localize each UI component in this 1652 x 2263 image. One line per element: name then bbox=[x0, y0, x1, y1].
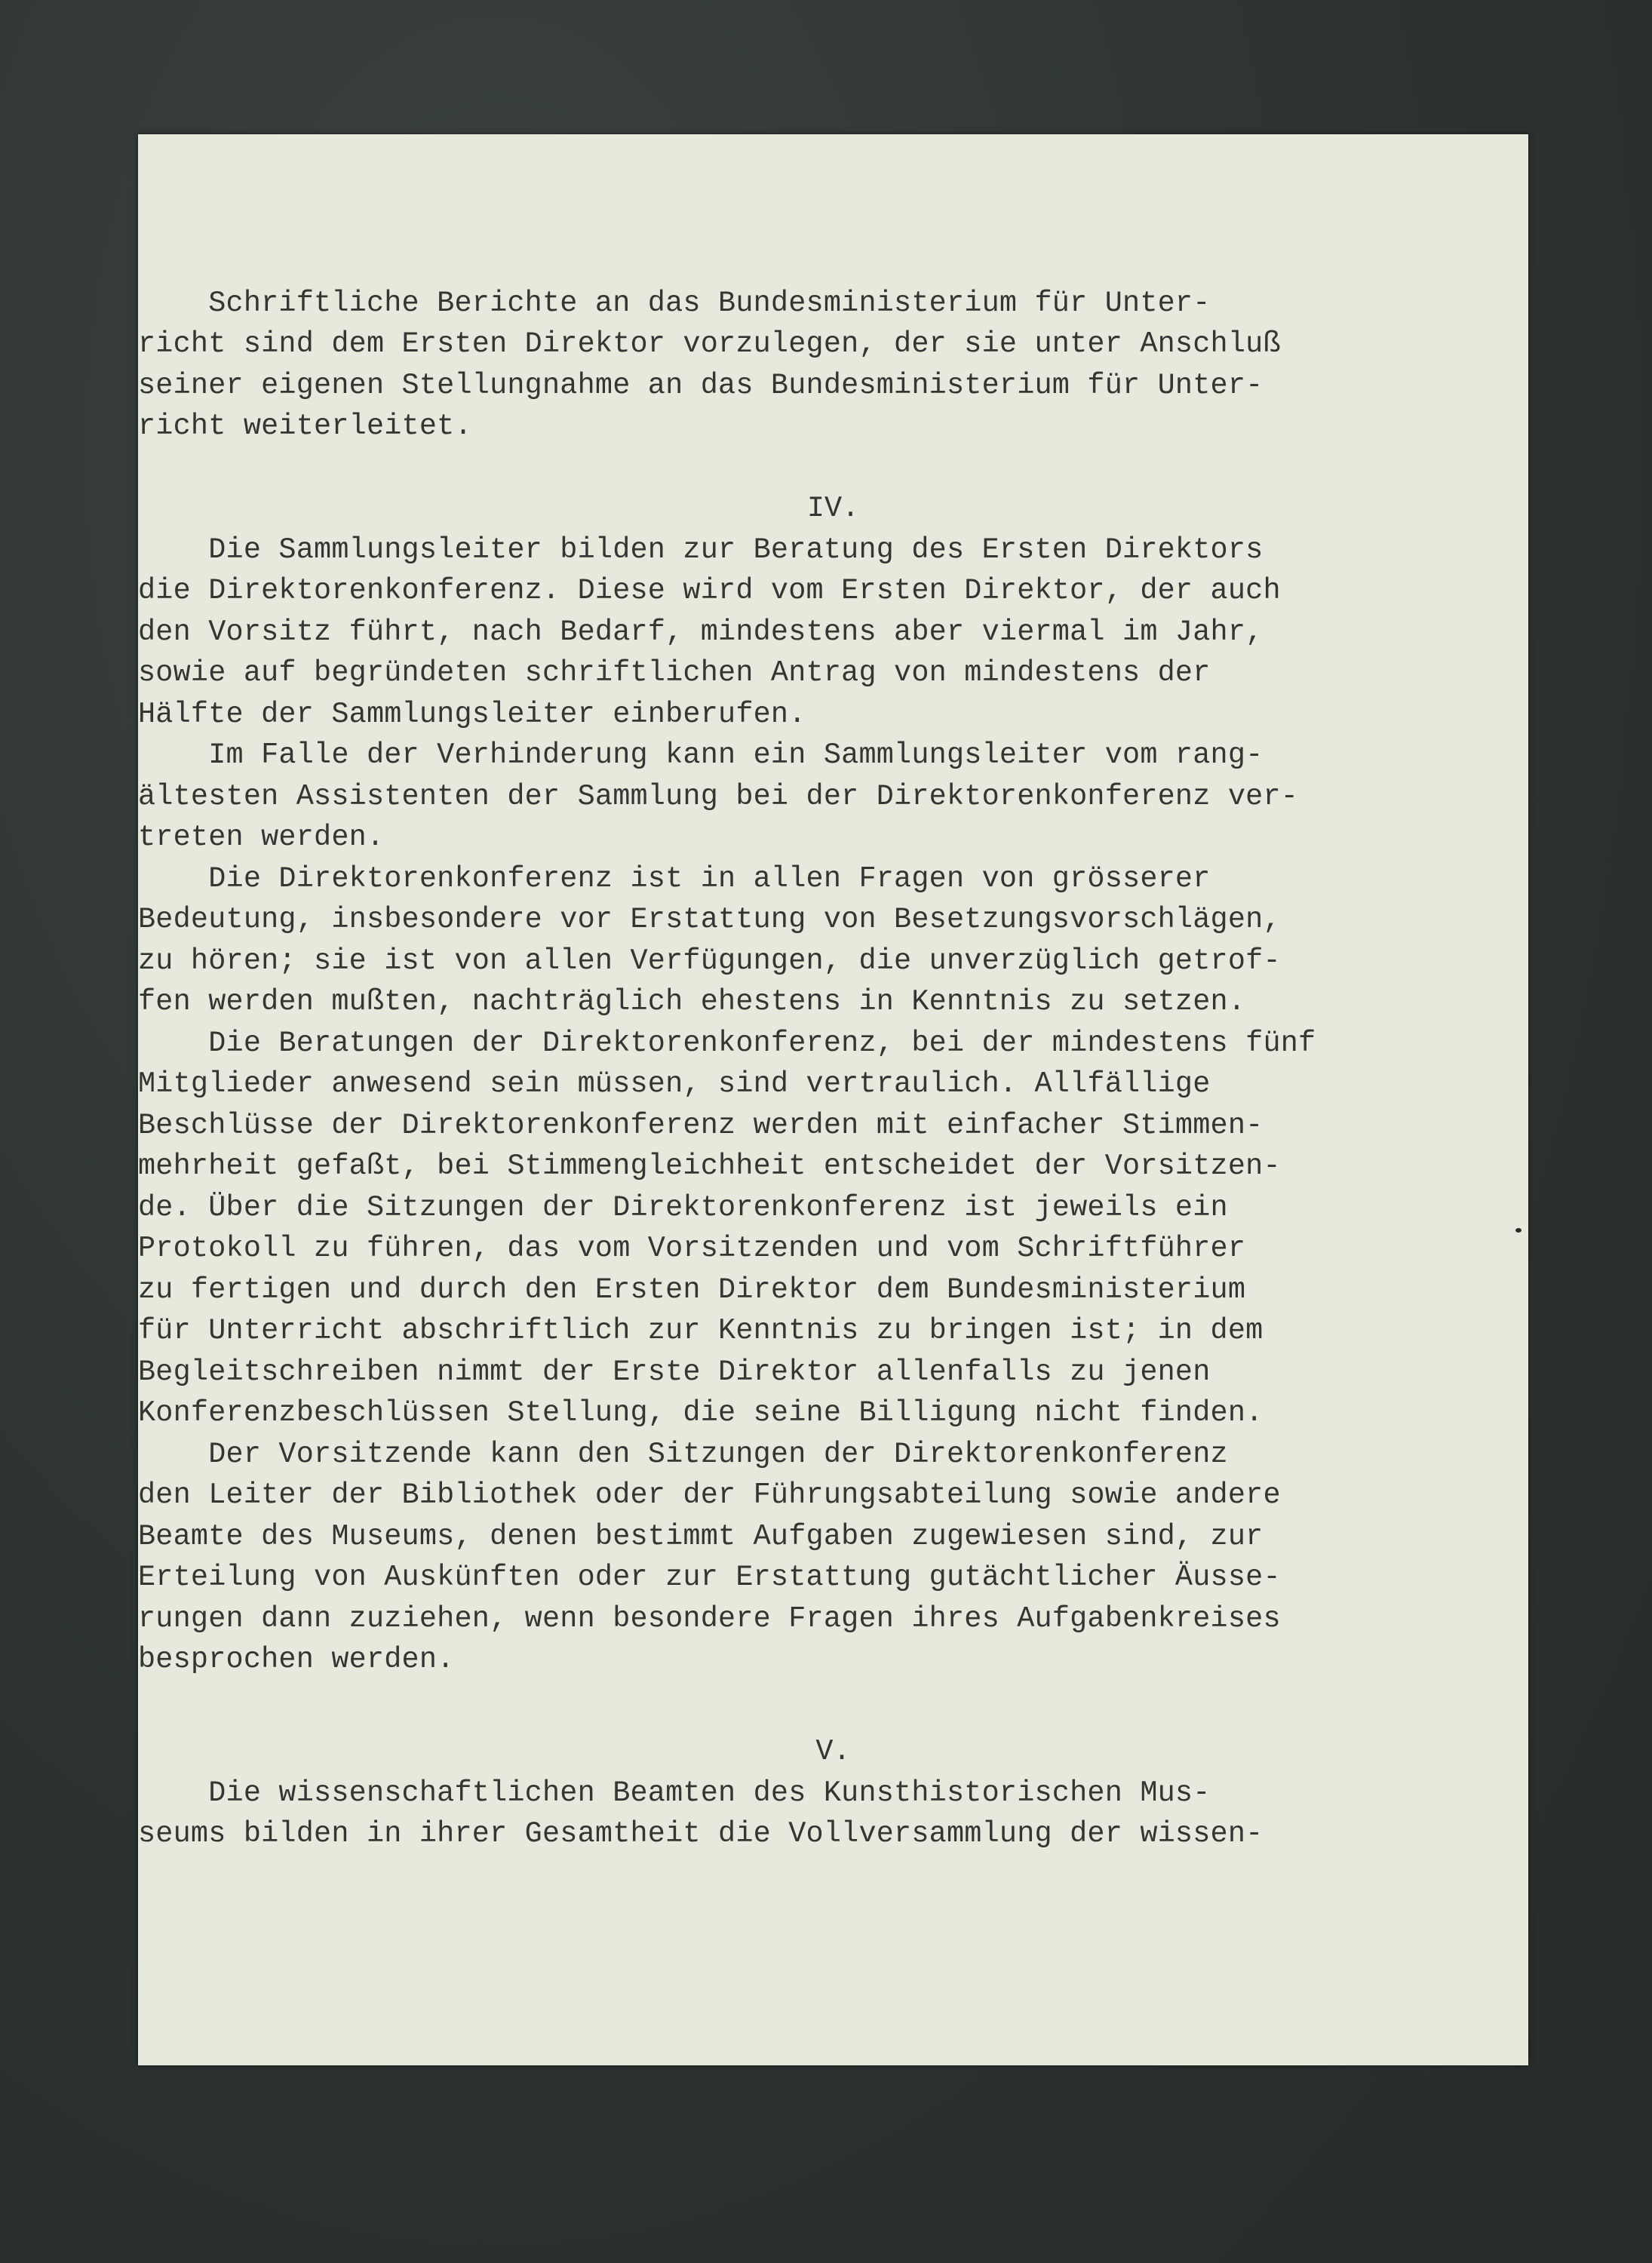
text-line: Mitglieder anwesend sein müssen, sind vertraulich. Allfällige bbox=[138, 1067, 1211, 1101]
text-line: Im Falle der Verhinderung kann ein Sammlungsleiter vom rang- bbox=[138, 738, 1264, 772]
text-line: ältesten Assistenten der Sammlung bei der Direktorenkonferenz ver- bbox=[138, 780, 1299, 813]
text-line: Protokoll zu führen, das vom Vorsitzenden und vom Schriftführer bbox=[138, 1232, 1246, 1265]
text-line: Schriftliche Berichte an das Bundesministerium für Unter- bbox=[138, 287, 1211, 320]
text-line: den Leiter der Bibliothek oder der Führungsabteilung sowie andere bbox=[138, 1478, 1281, 1512]
text-line: treten werden. bbox=[138, 821, 385, 854]
text-line: rungen dann zuziehen, wenn besondere Fragen ihres Aufgabenkreises bbox=[138, 1602, 1281, 1635]
section-heading-iv: IV. bbox=[806, 492, 860, 525]
text-line: sowie auf begründeten schriftlichen Antrag von mindestens der bbox=[138, 656, 1211, 689]
text-line: Die Direktorenkonferenz ist in allen Fragen von grösserer bbox=[138, 862, 1211, 895]
text-line: richt sind dem Ersten Direktor vorzulegen, der sie unter Anschluß bbox=[138, 327, 1281, 361]
text-line: Beschlüsse der Direktorenkonferenz werden mit einfacher Stimmen- bbox=[138, 1109, 1264, 1142]
text-line: Beamte des Museums, denen bestimmt Aufgaben zugewiesen sind, zur bbox=[138, 1520, 1264, 1553]
text-line: de. Über die Sitzungen der Direktorenkonferenz ist jeweils ein bbox=[138, 1191, 1228, 1224]
text-line: seiner eigenen Stellungnahme an das Bundesministerium für Unter- bbox=[138, 369, 1264, 402]
text-line: die Direktorenkonferenz. Diese wird vom Ersten Direktor, der auch bbox=[138, 574, 1281, 607]
text-line: Konferenzbeschlüssen Stellung, die seine Billigung nicht finden. bbox=[138, 1396, 1264, 1429]
text-line: zu fertigen und durch den Ersten Direktor dem Bundesministerium bbox=[138, 1273, 1246, 1307]
text-line: richt weiterleitet. bbox=[138, 410, 472, 443]
text-line: Begleitschreiben nimmt der Erste Direktor allenfalls zu jenen bbox=[138, 1356, 1211, 1389]
text-line: Die Beratungen der Direktorenkonferenz, bei der mindestens fünf bbox=[138, 1027, 1316, 1060]
text-line: mehrheit gefaßt, bei Stimmengleichheit entscheidet der Vorsitzen- bbox=[138, 1150, 1281, 1183]
section-heading-v: V. bbox=[815, 1735, 851, 1768]
document-page bbox=[138, 134, 1528, 2065]
text-line: für Unterricht abschriftlich zur Kenntnis zu bringen ist; in dem bbox=[138, 1314, 1264, 1347]
text-line: Hälfte der Sammlungsleiter einberufen. bbox=[138, 698, 806, 731]
text-line: besprochen werden. bbox=[138, 1643, 455, 1676]
text-line: Die Sammlungsleiter bilden zur Beratung des Ersten Direktors bbox=[138, 533, 1264, 567]
text-line: den Vorsitz führt, nach Bedarf, mindestens aber viermal im Jahr, bbox=[138, 616, 1264, 649]
text-line: seums bilden in ihrer Gesamtheit die Vollversammlung der wissen- bbox=[138, 1817, 1264, 1850]
text-line: Die wissenschaftlichen Beamten des Kunsthistorischen Mus- bbox=[138, 1776, 1211, 1810]
text-line: Erteilung von Auskünften oder zur Erstattung gutächtlicher Äusse- bbox=[138, 1561, 1281, 1594]
text-line: Bedeutung, insbesondere vor Erstattung von Besetzungsvorschlägen, bbox=[138, 903, 1281, 936]
text-line: zu hören; sie ist von allen Verfügungen, die unverzüglich getrof- bbox=[138, 944, 1281, 978]
text-line: Der Vorsitzende kann den Sitzungen der Direktorenkonferenz bbox=[138, 1438, 1228, 1471]
text-line: fen werden mußten, nachträglich ehestens in Kenntnis zu setzen. bbox=[138, 985, 1246, 1018]
